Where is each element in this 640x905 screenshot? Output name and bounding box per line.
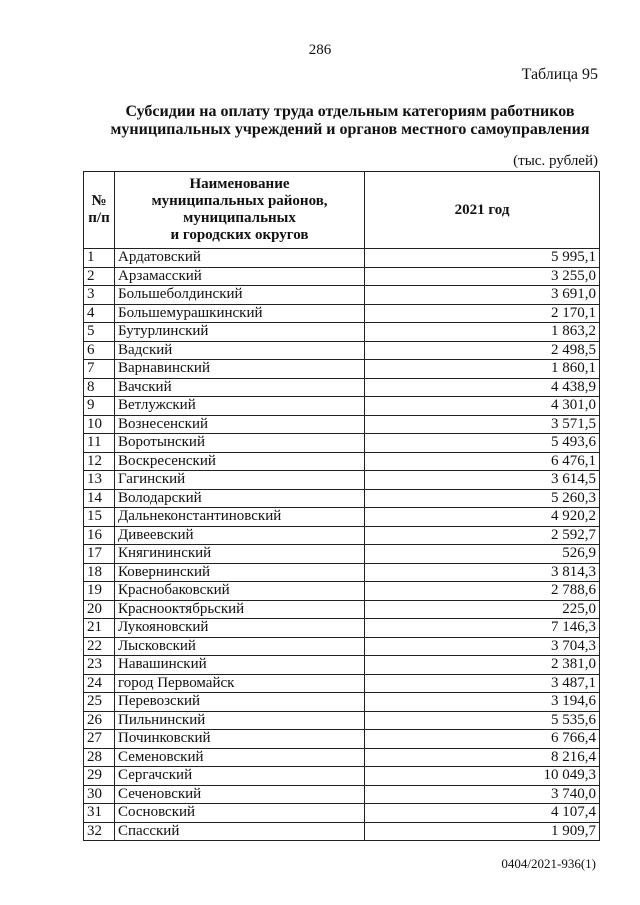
municipality-name: Ветлужский (115, 397, 365, 416)
table-row (84, 804, 600, 823)
municipality-name: Дальнеконстантиновский (115, 508, 365, 527)
row-number: 19 (84, 582, 115, 601)
row-number: 28 (84, 748, 115, 767)
table-row (84, 563, 600, 582)
header-name-line: муниципальных (183, 210, 296, 226)
table-row (84, 711, 600, 730)
table-row (84, 452, 600, 471)
row-number: 2 (84, 267, 115, 286)
subsidy-value: 5 493,6 (365, 434, 600, 453)
municipality-name: Сергачский (115, 767, 365, 786)
row-number: 3 (84, 286, 115, 305)
municipality-name: Большеболдинский (115, 286, 365, 305)
subsidy-value: 1 860,1 (365, 360, 600, 379)
table-row (84, 600, 600, 619)
subsidy-value: 3 255,0 (365, 267, 600, 286)
table-row (84, 415, 600, 434)
table-row (84, 526, 600, 545)
row-number: 24 (84, 674, 115, 693)
subsidy-value: 3 487,1 (365, 674, 600, 693)
municipality-name: Вознесенский (115, 415, 365, 434)
row-number: 12 (84, 452, 115, 471)
table-row (84, 471, 600, 490)
table-row (84, 508, 600, 527)
header-year: 2021 год (365, 172, 600, 249)
subsidy-value: 4 107,4 (365, 804, 600, 823)
subsidy-value: 2 170,1 (365, 304, 600, 323)
row-number: 22 (84, 637, 115, 656)
subsidy-value: 3 814,3 (365, 563, 600, 582)
municipality-name: Володарский (115, 489, 365, 508)
table-row (84, 637, 600, 656)
table-row (84, 267, 600, 286)
document-title (0, 103, 640, 139)
subsidy-value: 3 691,0 (365, 286, 600, 305)
municipality-name: Сосновский (115, 804, 365, 823)
subsidy-value: 6 476,1 (365, 452, 600, 471)
row-number: 10 (84, 415, 115, 434)
subsidy-value: 5 995,1 (365, 249, 600, 268)
subsidy-value: 4 438,9 (365, 378, 600, 397)
row-number: 8 (84, 378, 115, 397)
header-number-line: № (91, 193, 107, 209)
table-row (84, 748, 600, 767)
table-body (84, 249, 600, 841)
row-number: 17 (84, 545, 115, 564)
table-row (84, 286, 600, 305)
municipality-name: Княгининский (115, 545, 365, 564)
subsidy-value: 1 863,2 (365, 323, 600, 342)
municipality-name: Спасский (115, 822, 365, 841)
table-row (84, 341, 600, 360)
row-number: 31 (84, 804, 115, 823)
subsidy-value: 3 194,6 (365, 693, 600, 712)
row-number: 20 (84, 600, 115, 619)
subsidy-value: 3 571,5 (365, 415, 600, 434)
municipality-name: Семеновский (115, 748, 365, 767)
subsidy-value: 4 920,2 (365, 508, 600, 527)
subsidy-value: 1 909,7 (365, 822, 600, 841)
row-number: 23 (84, 656, 115, 675)
table-row (84, 378, 600, 397)
row-number: 32 (84, 822, 115, 841)
table-row (84, 693, 600, 712)
row-number: 4 (84, 304, 115, 323)
table-row (84, 656, 600, 675)
table-row (84, 674, 600, 693)
document-code: 0404/2021-936(1) (501, 856, 596, 871)
table-row (84, 822, 600, 841)
municipality-name: Варнавинский (115, 360, 365, 379)
title-line: Субсидии на оплату труда отдельным категориям работников (125, 103, 575, 120)
table-row (84, 730, 600, 749)
row-number: 18 (84, 563, 115, 582)
table-row (84, 360, 600, 379)
table-row (84, 249, 600, 268)
header-name (115, 172, 365, 249)
municipality-name: Сеченовский (115, 785, 365, 804)
row-number: 15 (84, 508, 115, 527)
row-number: 14 (84, 489, 115, 508)
table-row (84, 323, 600, 342)
subsidy-value: 7 146,3 (365, 619, 600, 638)
row-number: 1 (84, 249, 115, 268)
row-number: 29 (84, 767, 115, 786)
municipality-name: Большемурашкинский (115, 304, 365, 323)
subsidy-value: 225,0 (365, 600, 600, 619)
subsidy-value: 5 535,6 (365, 711, 600, 730)
page-number: 286 (308, 42, 332, 58)
table-row (84, 785, 600, 804)
table-row (84, 545, 600, 564)
subsidy-value: 6 766,4 (365, 730, 600, 749)
row-number: 11 (84, 434, 115, 453)
municipality-name: Краснооктябрьский (115, 600, 365, 619)
row-number: 30 (84, 785, 115, 804)
subsidy-value: 3 740,0 (365, 785, 600, 804)
subsidy-value: 8 216,4 (365, 748, 600, 767)
table-row (84, 397, 600, 416)
row-number: 7 (84, 360, 115, 379)
table-row (84, 489, 600, 508)
municipality-name: Краснобаковский (115, 582, 365, 601)
header-name-line: и городских округов (170, 227, 309, 243)
table-row (84, 619, 600, 638)
municipality-name: Бутурлинский (115, 323, 365, 342)
subsidies-table (83, 171, 600, 841)
municipality-name: Перевозский (115, 693, 365, 712)
table-row (84, 304, 600, 323)
row-number: 6 (84, 341, 115, 360)
municipality-name: Вачский (115, 378, 365, 397)
municipality-name: Починковский (115, 730, 365, 749)
subsidy-value: 2 381,0 (365, 656, 600, 675)
row-number: 16 (84, 526, 115, 545)
units-label: (тыс. рублей) (513, 153, 598, 169)
municipality-name: Дивеевский (115, 526, 365, 545)
table-row (84, 582, 600, 601)
subsidy-value: 526,9 (365, 545, 600, 564)
row-number: 5 (84, 323, 115, 342)
municipality-name: Лысковский (115, 637, 365, 656)
row-number: 26 (84, 711, 115, 730)
header-number (84, 172, 115, 249)
header-number-line: п/п (88, 210, 110, 226)
municipality-name: Навашинский (115, 656, 365, 675)
municipality-name: Вадский (115, 341, 365, 360)
row-number: 25 (84, 693, 115, 712)
municipality-name: Воротынский (115, 434, 365, 453)
row-number: 13 (84, 471, 115, 490)
municipality-name: Ковернинский (115, 563, 365, 582)
subsidy-value: 3 614,5 (365, 471, 600, 490)
table-row (84, 767, 600, 786)
municipality-name: Ардатовский (115, 249, 365, 268)
header-name-line: муниципальных районов, (151, 193, 328, 209)
subsidy-value: 5 260,3 (365, 489, 600, 508)
municipality-name: Лукояновский (115, 619, 365, 638)
subsidy-value: 3 704,3 (365, 637, 600, 656)
table-label: Таблица 95 (521, 66, 598, 83)
subsidy-value: 10 049,3 (365, 767, 600, 786)
row-number: 9 (84, 397, 115, 416)
municipality-name: город Первомайск (115, 674, 365, 693)
row-number: 27 (84, 730, 115, 749)
row-number: 21 (84, 619, 115, 638)
header-name-line: Наименование (189, 176, 290, 192)
municipality-name: Пильнинский (115, 711, 365, 730)
subsidy-value: 2 498,5 (365, 341, 600, 360)
municipality-name: Арзамасский (115, 267, 365, 286)
subsidy-value: 4 301,0 (365, 397, 600, 416)
table-row (84, 434, 600, 453)
subsidy-value: 2 592,7 (365, 526, 600, 545)
municipality-name: Воскресенский (115, 452, 365, 471)
municipality-name: Гагинский (115, 471, 365, 490)
subsidy-value: 2 788,6 (365, 582, 600, 601)
table-header-row (84, 172, 600, 249)
title-line: муниципальных учреждений и органов местного самоуправления (110, 121, 590, 138)
